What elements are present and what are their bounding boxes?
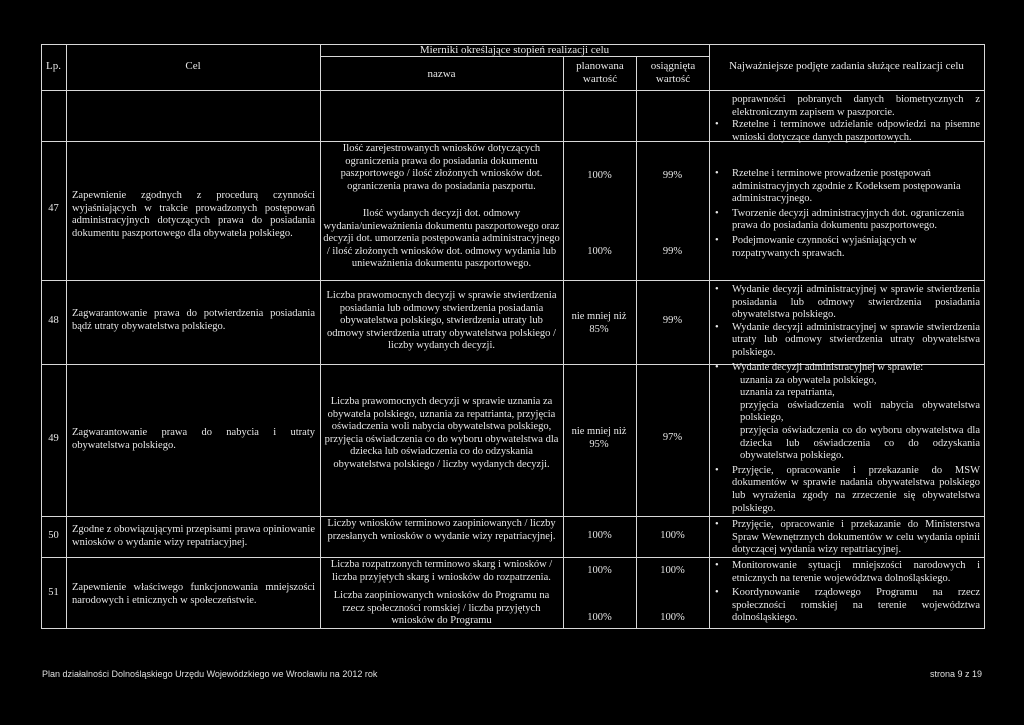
row-plan: 100% (587, 246, 612, 257)
task-item: • Tworzenie decyzji administracyjnych dot. ograniczenia prawa do posiadania dokumentu paszportowego. (732, 208, 980, 233)
row-zadania (714, 284, 980, 360)
carryover-text: poprawności pobranych danych biometrycznych z elektronicznym zapisem w paszporcie. (732, 94, 980, 118)
row-lp: 49 (48, 433, 59, 444)
header-lp: Lp. (46, 60, 61, 72)
task-subitems (714, 375, 980, 463)
row-cel: Zagwarantowanie prawa do potwierdzenia posiadania bądź utraty obywatelstwa polskiego. (72, 308, 315, 332)
row-zadania (714, 362, 980, 515)
col-border-planowana (636, 56, 637, 629)
row-osiag: 99% (662, 315, 683, 326)
row-miernik: Liczba prawomocnych decyzji w sprawie uznania za obywatela polskiego, uznania za repatrianta, przyjęcia oświadczenia woli nabycia obywatelstwa polskiego, przyjęcia oświadczenia co do wyboru obywatelstwa dla dziecka lub oświadczenia co do odzyskania obywatelstwa polskiego / liczby wydanych decyzji. (324, 396, 559, 470)
task-item: • Wydanie decyzji administracyjnej w sprawie stwierdzenia posiadania lub odmowy stwierdzenia posiadania obywatelstwa polskiego. (732, 284, 980, 322)
header-planowana: planowana wartość (576, 60, 624, 85)
task-item: • Podejmowanie czynności wyjaśniających w rozpatrywanych sprawach. (732, 235, 980, 260)
task-item: • Wydanie decyzji administracyjnej w sprawie stwierdzenia utraty lub odmowy stwierdzenia utraty obywatelstwa polskiego. (732, 322, 980, 360)
row-lp: 47 (48, 203, 59, 214)
header-bottom-border (41, 90, 985, 91)
carryover-task-item: • Rzetelne i terminowe udzielanie odpowiedzi na pisemne wnioski dotyczące danych paszportowych. (732, 119, 980, 144)
row-cel: Zgodne z obowiązującymi przepisami prawa opiniowanie wniosków o wydanie wizy repatriacyjnej. (72, 524, 315, 548)
row-cel: Zagwarantowanie prawa do nabycia i utraty obywatelstwa polskiego. (72, 427, 315, 451)
row-lp: 48 (48, 315, 59, 326)
col-border-nazwa (563, 56, 564, 629)
row-miernik: Liczba rozpatrzonych terminowo skarg i wniosków / liczba przyjętych skarg i wniosków do rozpatrzenia. (330, 559, 553, 583)
task-item: • Przyjęcie, opracowanie i przekazanie do MSW dokumentów w sprawie nadania obywatelstwa polskiego lub wyrażenia zgody na zrzeczenie się obywatelstwa polskiego. (732, 465, 980, 515)
row-plan: nie mniej niż 85% (571, 311, 627, 335)
carryover-tasks (714, 94, 980, 144)
row-miernik: Liczby wniosków terminowo zaopiniowanych / liczby przesłanych wniosków o wydanie wizy repatriacyjnej. (327, 518, 556, 542)
task-item: • Monitorowanie sytuacji mniejszości narodowych i etnicznych na terenie województwa dolnośląskiego. (732, 560, 980, 585)
task-subitem: uznania za repatrianta, (740, 387, 835, 399)
row-zadania (714, 168, 980, 260)
row-plan: 100% (587, 530, 612, 541)
col-border-osiagnieta (709, 44, 710, 629)
row-plan: nie mniej niż 95% (571, 426, 627, 450)
row-miernik: Liczba zaopiniowanych wniosków do Programu na rzecz społeczności romskiej / liczba przyjętych wniosków do Programu (333, 590, 550, 627)
row-zadania (714, 519, 980, 557)
row-osiag: 100% (660, 612, 685, 623)
task-item: • Koordynowanie rządowego Programu na rzecz społeczności romskiej na terenie województwa dolnośląskiego. (732, 587, 980, 625)
col-border-cel (320, 44, 321, 629)
header-zadania: Najważniejsze podjęte zadania służące realizacji celu (729, 60, 964, 72)
col-border-right (984, 44, 985, 629)
row-osiag: 97% (662, 432, 683, 443)
row-plan: 100% (587, 612, 612, 623)
table-bottom-border (41, 628, 985, 629)
row-miernik: Ilość zarejestrowanych wniosków dotyczących ograniczenia prawa do posiadania dokumentu paszportowego / ilość złożonych wniosków dot. ograniczenia prawa do posiadania paszportu. (340, 143, 543, 192)
header-osiagnieta: osiągnięta wartość (650, 60, 696, 85)
row-osiag: 100% (660, 565, 685, 576)
task-item: • Rzetelne i terminowe prowadzenie postępowań administracyjnych zgodnie z Kodeksem postępowania administracyjnego. (732, 168, 980, 206)
row-zadania (714, 560, 980, 625)
task-item: • Wydanie decyzji administracyjnej w sprawie: (732, 362, 980, 375)
row-plan: 100% (587, 170, 612, 181)
header-cel: Cel (185, 60, 201, 72)
row-divider-50 (41, 557, 985, 558)
row-lp: 50 (48, 530, 59, 541)
row-divider-49 (41, 516, 985, 517)
row-lp: 51 (48, 587, 59, 598)
row-miernik: Ilość wydanych decyzji dot. odmowy wydania/unieważnienia dokumentu paszportowego oraz decyzji dot. umorzenia postępowania administracyjnego / ilość złożonych wniosków dot. odmowy wydania lub unieważnienia dokumentu paszportowego. (323, 208, 560, 270)
col-border-lp (66, 44, 67, 629)
row-cel: Zapewnienie właściwego funkcjonowania mniejszości narodowych i etnicznych w społeczeństwie. (72, 582, 315, 606)
header-mierniki: Mierniki określające stopień realizacji celu (419, 44, 610, 56)
footer-title: Plan działalności Dolnośląskiego Urzędu Wojewódzkiego we Wrocławiu na 2012 rok (42, 669, 378, 679)
row-osiag: 100% (660, 530, 685, 541)
row-osiag: 99% (662, 170, 683, 181)
page-number: strona 9 z 19 (930, 669, 983, 679)
header-nazwa: nazwa (427, 68, 456, 80)
task-subitem: przyjęcia oświadczenia co do wyboru obywatelstwa dla dziecka lub oświadczenia co do odzyskania obywatelstwa polskiego. (740, 424, 980, 462)
task-subitem: uznania za obywatela polskiego, (740, 374, 877, 386)
row-cel: Zapewnienie zgodnych z procedurą czynności wyjaśniających w trakcie prowadzonych postępowań administracyjnych dotyczących prawa do posiadania dokumentu paszportowego dla obywatela polskiego. (72, 190, 315, 239)
row-miernik: Liczba prawomocnych decyzji w sprawie stwierdzenia posiadania lub odmowy stwierdzenia posiadania obywatelstwa polskiego, stwierdzenia utraty lub odmowy stwierdzenia utraty obywatelstwa polskiego / liczby wydanych decyzji. (326, 290, 557, 352)
row-osiag: 99% (662, 246, 683, 257)
task-item: • Przyjęcie, opracowanie i przekazanie do Ministerstwa Spraw Wewnętrznych dokumentów w celu wydania opinii dotyczącej wydania wizy repatriacyjnej. (732, 519, 980, 557)
row-divider-47 (41, 280, 985, 281)
task-subitem: przyjęcia oświadczenia woli nabycia obywatelstwa polskiego, (740, 399, 980, 424)
row-plan: 100% (587, 565, 612, 576)
